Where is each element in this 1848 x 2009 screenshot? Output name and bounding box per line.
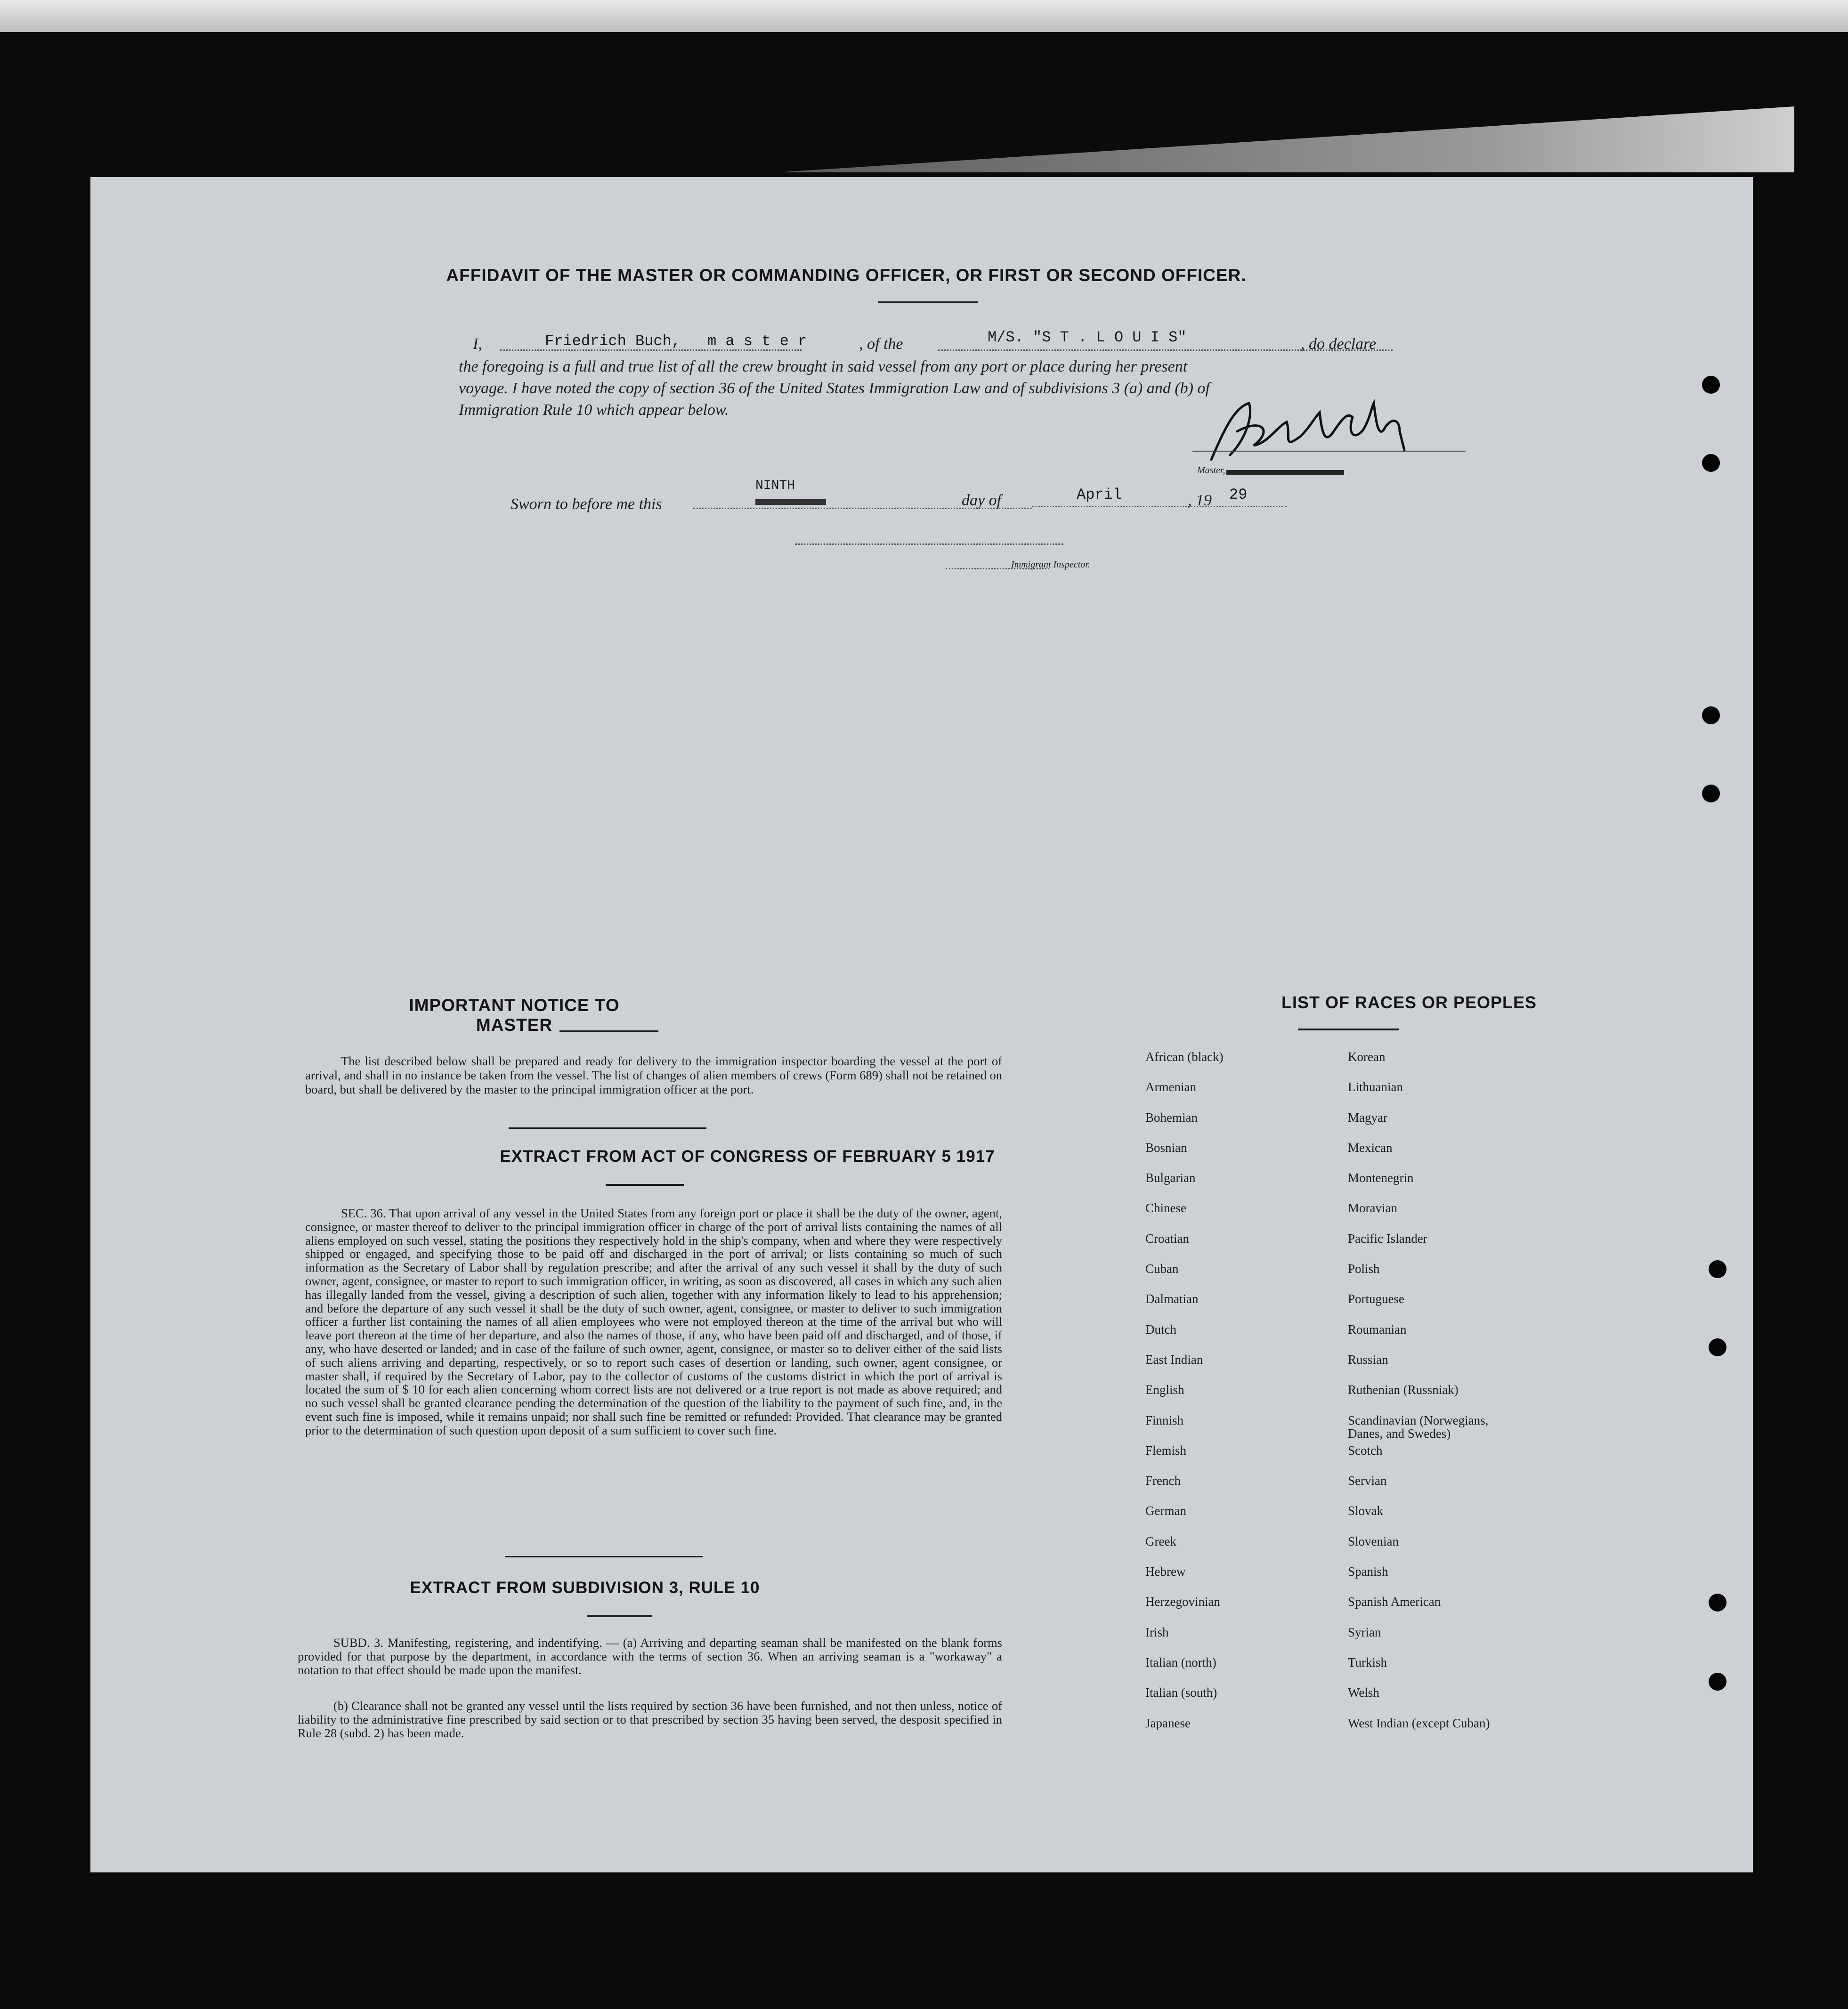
race-item: Ruthenian (Russniak) xyxy=(1348,1383,1459,1397)
race-item: Portuguese xyxy=(1348,1292,1404,1306)
scanner-top-strip xyxy=(0,0,1848,32)
month: April xyxy=(1077,486,1122,503)
race-item: Magyar xyxy=(1348,1110,1387,1125)
race-item: Italian (south) xyxy=(1145,1685,1217,1700)
race-item: Welsh xyxy=(1348,1685,1379,1700)
underlying-sheet-edge xyxy=(777,106,1794,172)
punch-hole xyxy=(1702,454,1720,472)
month-blank xyxy=(1032,506,1287,507)
sworn-label: Sworn to before me this xyxy=(511,495,662,513)
race-item: Moravian xyxy=(1348,1201,1397,1215)
race-item: Armenian xyxy=(1145,1080,1196,1094)
rule-extract-title: EXTRACT FROM SUBDIVISION 3, RULE 10 xyxy=(410,1579,760,1597)
inspector-line-1 xyxy=(795,543,1063,545)
race-item: German xyxy=(1145,1504,1186,1518)
punch-hole xyxy=(1709,1594,1726,1612)
race-item: Spanish xyxy=(1348,1564,1388,1579)
notice-title-rule xyxy=(559,1030,658,1032)
race-item: Servian xyxy=(1348,1474,1387,1488)
races-title-rule xyxy=(1298,1029,1399,1030)
race-item: Scotch xyxy=(1348,1443,1383,1458)
struck-out-day xyxy=(755,499,826,505)
affidavit-title-rule xyxy=(878,301,978,303)
master-signature xyxy=(1192,398,1466,469)
race-item: Bohemian xyxy=(1145,1110,1198,1125)
race-item: Herzegovinian xyxy=(1145,1595,1220,1609)
punch-hole xyxy=(1709,1338,1726,1356)
notice-title: IMPORTANT NOTICE TO MASTER xyxy=(409,996,620,1035)
race-item: Greek xyxy=(1145,1534,1176,1548)
affidavit-of-the: , of the xyxy=(859,335,903,353)
race-item: Russian xyxy=(1348,1352,1388,1367)
race-item: Dalmatian xyxy=(1145,1292,1199,1306)
race-item: Lithuanian xyxy=(1348,1080,1403,1094)
race-item: Roumanian xyxy=(1348,1322,1407,1337)
race-item: Syrian xyxy=(1348,1625,1381,1639)
act-extract-text: SEC. 36. That upon arrival of any vessel in the United States from any foreign port or place it shall be the duty of the owner, agent, consignee, or master thereof to deliver to the principal immigration officer in charge of the port of arrival lists containing the names of all aliens employed on such vessel, stating the positions they respectively hold in the ship's company, when and where they were respectively shipped or engaged, and specifying those to be paid off and discharged in the port of arrival; or lists containing so much of such information as the Secretary of Labor shall by regulation prescribe; and after the arrival of any such vessel it shall by the duty of such owner, agent, consignee, or master to report to such immigration officer, in writing, as soon as discovered, all cases in which any such alien has illegally landed from the vessel, giving a description of such alien, together with any information likely to lead to his apprehension; and before the departure of any such vessel it shall be the duty of such owner, agent, consignee, or master to deliver to such immigration officer a further list containing the names of all alien employees who were not employed thereon at the time of the arrival but who will leave port thereon at the time of her departure, and also the names of those, if any, who have been paid off and discharged, and of those, if any, who have deserted or landed; and in case of the failure of such owner, agent, consignee, or master so to deliver either of the said lists of such aliens arriving and departing, respectively, or so to report such cases of desertion or landing, such owner, agent consignee, or master shall, if required by the Secretary of Labor, pay to the collector of customs of the customs district in which the port of arrival is located the sum of $ 10 for each alien concerning whom correct lists are not delivered or a true report is not made as above required; and no such vessel shall be granted clearance pending the determination of the question of the liability to the payment of such fine, and, in the event such fine is imposed, while it remains unpaid; nor shall such fine be remitted or refunded: Provided. That clearance may be granted prior to the determination of such question upon deposit of a sum sufficient to cover such fine. xyxy=(305,1206,1002,1437)
rule-extract-para-a: SUBD. 3. Manifesting, registering, and indentifying. — (a) Arriving and departing seaman shall be manifested on the blank forms provided for that purpose by the department, in accordance with the terms of section 36. When an arriving seaman is a "workaway" a notation to that effect should be made upon the manifest. xyxy=(298,1636,1002,1677)
year-suffix: 29 xyxy=(1229,486,1248,503)
affidavit-line2: the foregoing is a full and true list of all the crew brought in said vessel from any port or place during her present xyxy=(459,358,1188,375)
race-item: Slovenian xyxy=(1348,1534,1399,1548)
affidavit-line4: Immigration Rule 10 which appear below. xyxy=(459,401,729,419)
races-title: LIST OF RACES OR PEOPLES xyxy=(1281,993,1537,1012)
race-item: English xyxy=(1145,1383,1184,1397)
race-item: Scandinavian (Norwegians, Danes, and Swedes) xyxy=(1348,1413,1489,1441)
punch-hole xyxy=(1702,785,1720,802)
affidavit-line3: voyage. I have noted the copy of section 36 of the United States Immigration Law and of subdivisions 3 (a) and (b) of xyxy=(459,380,1210,397)
race-item: Montenegrin xyxy=(1348,1171,1414,1185)
day-of-label: day of xyxy=(962,492,1002,509)
punch-hole xyxy=(1702,376,1720,394)
race-item: Chinese xyxy=(1145,1201,1186,1215)
race-item: East Indian xyxy=(1145,1352,1203,1367)
punch-hole xyxy=(1702,706,1720,724)
race-item: Italian (north) xyxy=(1145,1655,1216,1669)
race-item: Bulgarian xyxy=(1145,1171,1196,1185)
vessel-name: M/S. "S T . L O U I S" xyxy=(988,329,1187,346)
race-item: Slovak xyxy=(1348,1504,1384,1518)
punch-hole xyxy=(1709,1673,1726,1691)
race-item: Finnish xyxy=(1145,1413,1184,1427)
race-item: African (black) xyxy=(1145,1050,1224,1064)
race-item: Spanish American xyxy=(1348,1595,1441,1609)
master-name: Friedrich Buch, xyxy=(545,332,681,350)
race-item: Flemish xyxy=(1145,1443,1187,1458)
race-item: Pacific Islander xyxy=(1348,1231,1427,1246)
race-item: Cuban xyxy=(1145,1262,1179,1276)
race-item: Hebrew xyxy=(1145,1564,1186,1579)
rule-extract-title-rule xyxy=(587,1615,652,1617)
race-item: Irish xyxy=(1145,1625,1169,1639)
race-item: Japanese xyxy=(1145,1716,1191,1730)
year-prefix: , 19 xyxy=(1188,492,1212,509)
race-item: Dutch xyxy=(1145,1322,1176,1337)
notice-text: The list described below shall be prepared and ready for delivery to the immigration inspector boarding the vessel at the port of arrival, and shall in no instance be taken from the vessel. The list of changes of alien members of crews (Form 689) shall not be retained on board, but shall be delivered by the master to the principal immigration officer at the port. xyxy=(305,1054,1002,1096)
notice-divider xyxy=(509,1127,706,1129)
race-item: Croatian xyxy=(1145,1231,1189,1246)
struck-out-title xyxy=(1226,470,1344,475)
affidavit-title: AFFIDAVIT OF THE MASTER OR COMMANDING OFFICER, OR FIRST OR SECOND OFFICER. xyxy=(446,266,1247,285)
master-title: m a s t e r xyxy=(707,332,807,350)
affidavit-do-declare: , do declare xyxy=(1301,335,1377,353)
act-extract-divider xyxy=(505,1556,703,1557)
race-item: West Indian (except Cuban) xyxy=(1348,1716,1490,1730)
signature-caption: Master, xyxy=(1197,465,1225,476)
affidavit-line1-prefix: I, xyxy=(473,335,482,353)
inspector-caption: Immigrant Inspector. xyxy=(1011,559,1090,570)
punch-hole xyxy=(1709,1260,1726,1278)
act-extract-title: EXTRACT FROM ACT OF CONGRESS OF FEBRUARY 5 1917 xyxy=(500,1147,995,1166)
race-item: French xyxy=(1145,1474,1181,1488)
rule-extract-para-b: (b) Clearance shall not be granted any vessel until the lists required by section 36 have been furnished, and not then unless, notice of liability to the administrative fine prescribed by said section or to that prescribed by section 35 having been served, the desposit specified in Rule 28 (subd. 2) has been made. xyxy=(298,1699,1002,1740)
race-item: Turkish xyxy=(1348,1655,1387,1669)
race-item: Mexican xyxy=(1348,1140,1393,1155)
act-extract-title-rule xyxy=(606,1184,684,1186)
race-item: Bosnian xyxy=(1145,1140,1187,1155)
races-list xyxy=(1145,1050,1588,1747)
sworn-day: NINTH xyxy=(755,478,795,493)
race-item: Korean xyxy=(1348,1050,1386,1064)
race-item: Polish xyxy=(1348,1262,1380,1276)
